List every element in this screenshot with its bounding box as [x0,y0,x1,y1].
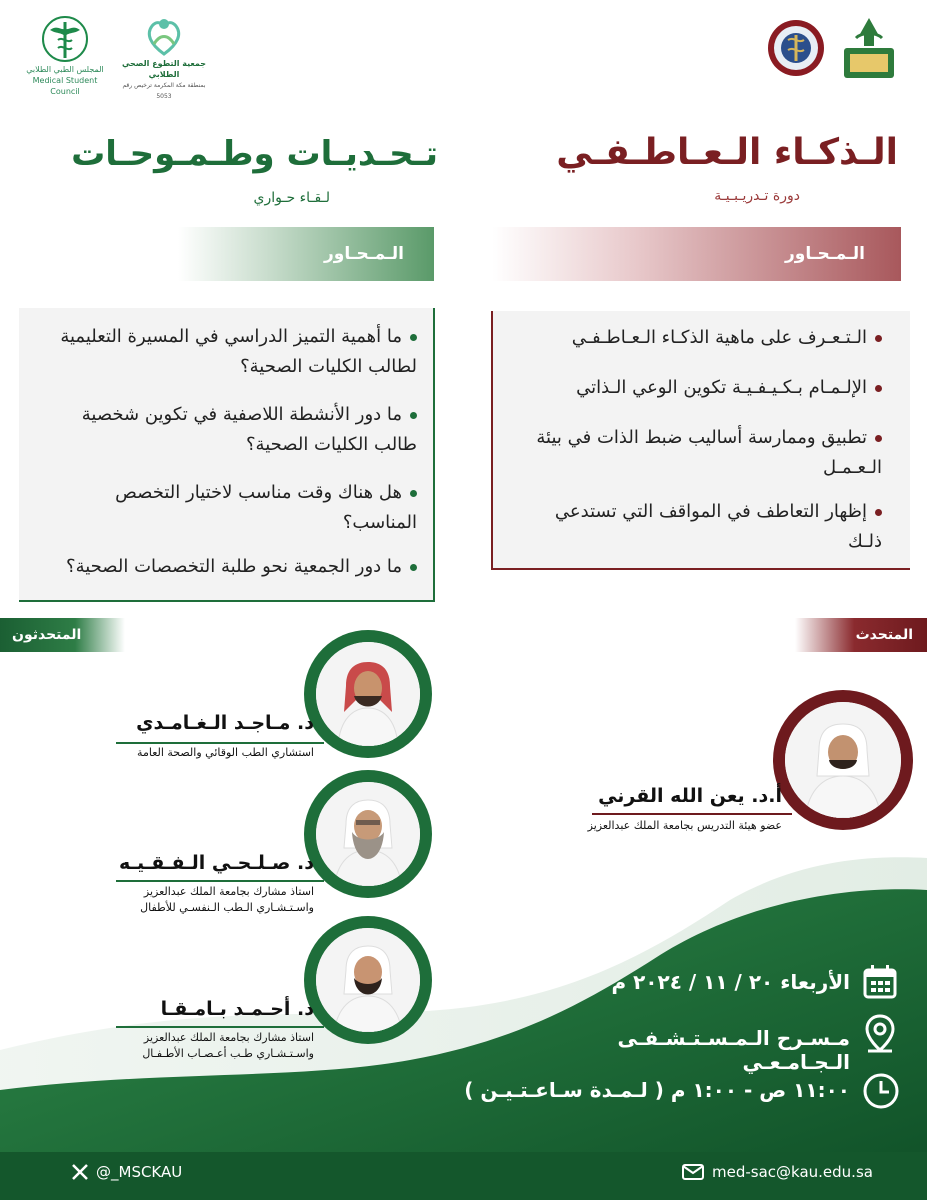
session-point-2 [37,400,417,460]
speaker-3-role-line1: استاذ مشارك بجامعة الملك عبدالعزيز [143,1031,314,1044]
course-points-box [491,311,910,570]
msc-logo-label-en: Medical Student Council [32,76,98,96]
bullet-icon [875,335,882,342]
course-point-2 [522,373,882,403]
course-point-4 [522,497,882,557]
course-title: الـذكـاء الـعـاطـفـي [556,132,898,173]
speaker-band-label: المتحدث [855,627,913,643]
course-speaker-name: أ.د. يعن الله القرني [598,785,782,807]
bullet-icon [410,490,417,497]
speaker-1-underline [116,742,324,744]
university-emblem-icon [836,14,902,86]
footer-email[interactable] [682,1161,902,1183]
session-axes-label: الـمـحـاور [323,244,404,264]
faculty-seal-icon [766,18,826,78]
event-date: الأربعاء ٢٠ / ١١ / ٢٠٢٤ م [611,970,850,994]
heart-people-logo-icon [142,14,186,58]
course-point-1 [522,323,882,353]
society-logo-sub: بمنطقة مكة المكرمة ترخيص رقم 5053 [122,82,206,100]
session-title: تـحـديـات وطـمـوحـات [71,134,438,174]
speaker-1-name: د. مـاجـد الـغـامـدي [136,712,314,734]
course-axes-label: الـمـحـاور [784,244,865,264]
health-society-logo [118,14,210,100]
msc-logo [20,14,110,94]
course-subtitle: دورة تـدريـبـيـة [714,188,800,204]
course-point-3-text: تطبيق وممارسة أساليب ضبط الذات في بيئة الـعـمـل [536,427,882,478]
twitter-handle[interactable]: @_MSCKAU [96,1163,183,1181]
course-speaker-photo [785,702,901,818]
speaker-2-role-line1: استاذ مشارك بجامعة الملك عبدالعزيز [143,885,314,898]
session-point-2-text: ما دور الأنشطة اللاصفية في تكوين شخصية طالب الكليات الصحية؟ [81,404,417,455]
session-point-1 [37,322,417,382]
location-pin-icon [864,1014,896,1054]
event-time: ١١:٠٠ ص - ١:٠٠ م ( لـمـدة سـاعـتـيـن ) [464,1078,850,1102]
course-point-3 [522,423,882,483]
medical-faculty-seal [766,18,826,78]
speaker-1-role: استشاري الطب الوقائي والصحة العامة [137,746,314,759]
course-point-2-text: الإلـمـام بـكـيـفـيـة تكوين الوعي الـذاتي [576,377,867,398]
society-logo-label: جمعية التطوع الصحي الطلابي [121,59,207,79]
bullet-icon [410,564,417,571]
event-location: مـسـرح الـمـسـتـشـفـى الـجـامـعـي [617,1026,850,1074]
bullet-icon [875,385,882,392]
speaker-2-role-line2: واسـتـشـاري الـطب الـنفسـي للأطفال [140,901,314,914]
speakers-band-label: المتحدثون [12,627,82,643]
session-axes-bar [178,227,434,281]
session-point-1-text: ما أهمية التميز الدراسي في المسيرة التعليمية لطالب الكليات الصحية؟ [60,326,417,377]
person-icon [316,928,420,1032]
course-point-1-text: الـتـعـرف على ماهية الذكـاء الـعـاطـفـي [571,327,867,348]
person-icon [785,702,901,818]
speaker-2-photo [316,782,420,886]
email-icon [682,1164,704,1180]
session-point-3 [37,478,417,538]
caduceus-logo-icon [40,14,90,64]
bullet-icon [410,334,417,341]
session-point-3-text: هل هناك وقت مناسب لاختيار التخصص المناسب؟ [115,482,417,533]
person-icon [316,642,420,746]
speaker-3-name: د. أحـمـد بـامـقـا [160,998,314,1020]
session-point-4 [37,552,417,582]
speakers-band [0,618,125,652]
session-point-4-text: ما دور الجمعية نحو طلبة التخصصات الصحية؟ [66,556,402,577]
speaker-band [795,618,927,652]
msc-logo-label-ar: المجلس الطبي الطلابي [26,65,104,74]
speaker-3-role-line2: واسـتـشـاري طـب أعـصـاب الأطـفـال [142,1047,314,1060]
course-axes-bar [492,227,901,281]
clock-icon [862,1072,900,1110]
speaker-3-photo [316,928,420,1032]
person-icon [316,782,420,886]
speaker-2-underline [116,880,324,882]
session-points-box [19,308,435,602]
x-logo-icon [70,1162,90,1182]
bullet-icon [410,412,417,419]
university-logo [836,14,902,86]
speaker-2-name: د. صـلـحـي الـفـقـيـه [119,852,314,874]
speaker-1-photo [316,642,420,746]
course-speaker-role: عضو هيئة التدريس بجامعة الملك عبدالعزيز [587,819,782,832]
course-point-4-text: إظهار التعاطف في المواقف التي تستدعي ذلـك [554,501,882,552]
footer-twitter[interactable] [70,1161,220,1183]
course-speaker-underline [592,813,792,815]
speaker-3-underline [116,1026,324,1028]
session-subtitle: لـقـاء حـواري [253,190,330,206]
bullet-icon [875,435,882,442]
email-address[interactable]: med-sac@kau.edu.sa [712,1163,873,1181]
calendar-icon [862,964,898,1000]
bullet-icon [875,509,882,516]
